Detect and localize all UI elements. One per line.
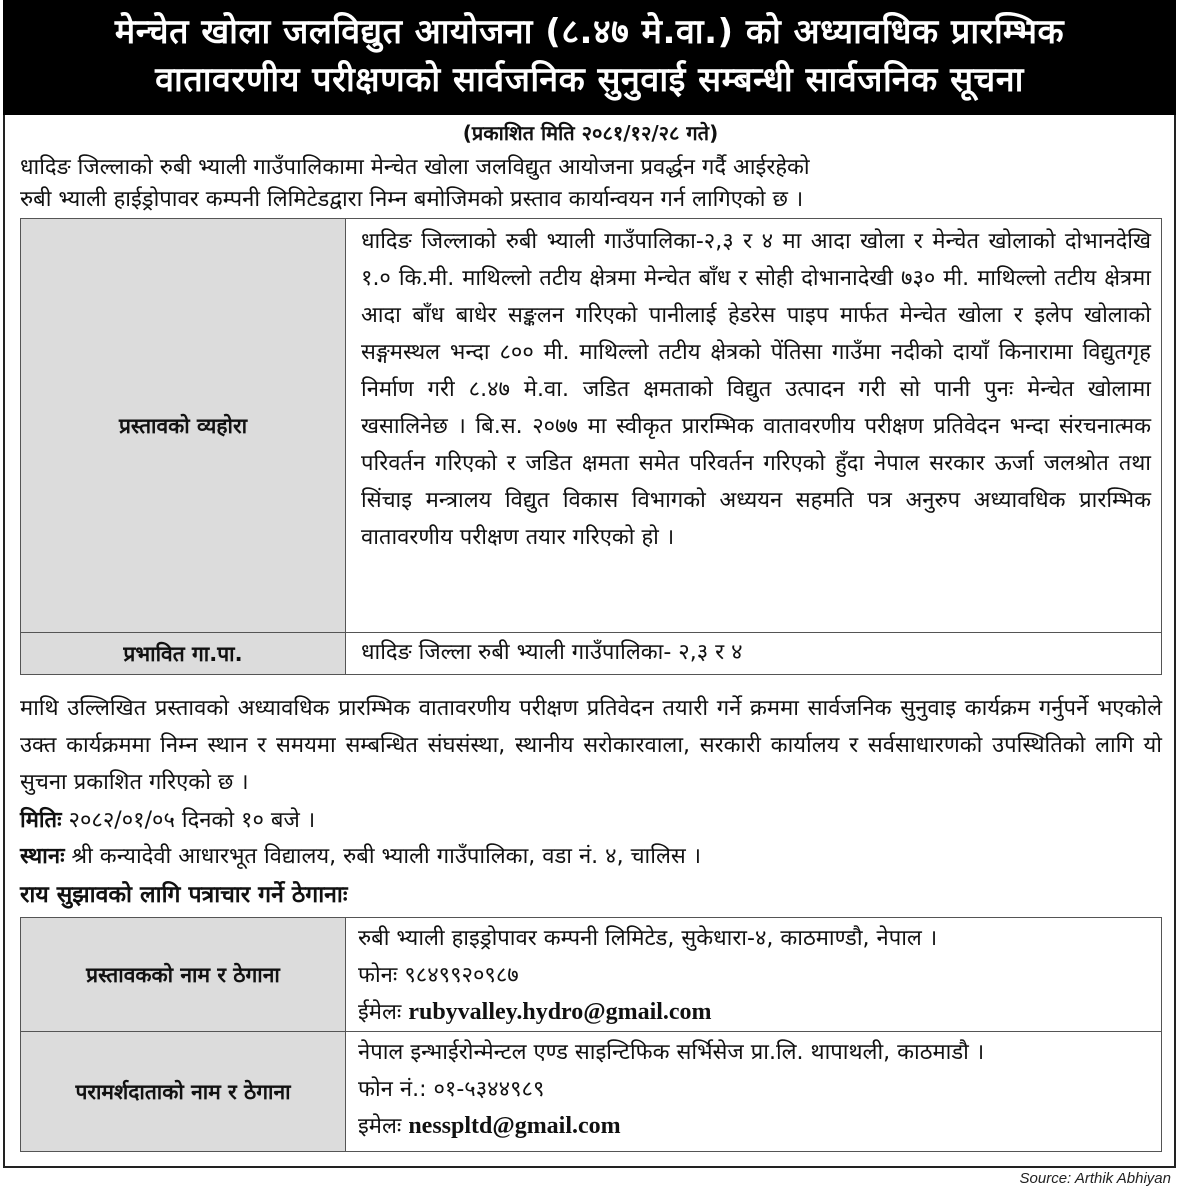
place-value: श्री कन्यादेवी आधारभूत विद्यालय, रुबी भ्याली गाउँपालिका, वडा नं. ४, चालिस ।: [71, 844, 702, 869]
table-row: [21, 1032, 1162, 1152]
notice-paragraph: माथि उल्लिखित प्रस्तावको अध्यावधिक प्रारम्भिक वातावरणीय परीक्षण प्रतिवेदन तयारी गर्ने क्रममा सार्वजनिक सुनुवाइ कार्यक्रम गर्नुपर्ने भएकोले उक्त कार्यक्रममा निम्न स्थान र समयमा सम्बन्धित संघसंस्था, स्थानीय सरोकारवाला, सरकारी कार्यालय र सर्वसाधारणको उपस्थितिको लागि यो सुचना प्रकाशित गरिएको छ ।: [20, 696, 1162, 795]
consultant-details: [346, 1032, 1162, 1152]
intro-paragraph: [20, 152, 1160, 216]
notice-title: [3, 0, 1176, 115]
proponent-email-label: ईमेलः: [358, 1000, 402, 1025]
contact-heading: राय सुझावको लागि पत्राचार गर्ने ठेगानाः: [20, 882, 348, 908]
date-value: २०८२/०१/०५ दिनको १० बजे ।: [68, 808, 316, 833]
proponent-label: प्रस्तावकको नाम र ठेगाना: [21, 918, 346, 1032]
proponent-address: रुबी भ्याली हाइड्रोपावर कम्पनी लिमिटेड, सुकेधारा-४, काठमाण्डौ, नेपाल ।: [358, 926, 938, 951]
contact-table: [20, 917, 1162, 1152]
consultant-label: परामर्शदाताको नाम र ठेगाना: [21, 1032, 346, 1152]
published-date: (प्रकाशित मिति २०८१/१२/२८ गते): [462, 121, 719, 145]
hearing-date: [20, 804, 1162, 838]
consultant-phone-label: फोन नं.:: [358, 1077, 427, 1102]
consultant-address: नेपाल इन्भाईरोन्मेन्टल एण्ड साइन्टिफिक सर्भिसेज प्रा.लि. थापाथली, काठमाडौ ।: [358, 1040, 985, 1065]
proponent-email-value[interactable]: rubyvalley.hydro@gmail.com: [408, 999, 712, 1025]
proposal-table: [20, 218, 1162, 675]
table-row: [21, 918, 1162, 1032]
title-line-2: वातावरणीय परीक्षणको सार्वजनिक सुनुवाई सम्बन्धी सार्वजनिक सूचना: [155, 60, 1024, 100]
proponent-phone-value: ९८४९९२०९८७: [404, 963, 519, 988]
intro-line-1: धादिङ जिल्लाको रुबी भ्याली गाउँपालिकामा मेन्चेत खोला जलविद्युत आयोजना प्रवर्द्धन गर्दै आईरहेको: [20, 155, 810, 180]
consultant-email: [358, 1108, 1151, 1145]
consultant-email-value[interactable]: nesspltd@gmail.com: [408, 1113, 621, 1139]
proposal-label: प्रस्तावको व्यहोरा: [21, 219, 346, 633]
proponent-details: [346, 918, 1162, 1032]
place-label: स्थानः: [20, 844, 65, 869]
hearing-place: [20, 840, 1162, 874]
consultant-phone: [358, 1071, 1151, 1108]
proponent-email: [358, 994, 1151, 1031]
source-credit: Source: Arthik Abhiyan: [1019, 1170, 1171, 1187]
title-line-1: मेन्चेत खोला जलविद्युत आयोजना (८.४७ मे.वा.) को अध्यावधिक प्रारम्भिक: [114, 12, 1065, 52]
table-row: [21, 633, 1162, 675]
date-label: मितिः: [20, 808, 62, 833]
proponent-phone: [358, 957, 1151, 994]
affected-municipality-label: प्रभावित गा.पा.: [21, 633, 346, 675]
intro-line-2: रुबी भ्याली हाईड्रोपावर कम्पनी लिमिटेडद्वारा निम्न बमोजिमको प्रस्ताव कार्यान्वयन गर्न लागिएको छ ।: [20, 187, 804, 212]
affected-municipality-value: धादिङ जिल्ला रुबी भ्याली गाउँपालिका- २,३ र ४: [346, 633, 1162, 675]
proponent-phone-label: फोनः: [358, 963, 398, 988]
proposal-description: धादिङ जिल्लाको रुबी भ्याली गाउँपालिका-२,३ र ४ मा आदा खोला र मेन्चेत खोलाको दोभानदेखि १.० कि.मी. माथिल्लो तटीय क्षेत्रमा मेन्चेत बाँध र सोही दोभानादेखी ७३० मी. माथिल्लो तटीय क्षेत्रमा आदा बाँध बाधेर सङ्कलन गरिएको पानीलाई हेडरेस पाइप मार्फत मेन्चेत खोला र इलेप खोलाको सङ्गमस्थल भन्दा ८०० मी. माथिल्लो तटीय क्षेत्रको पेंतिसा गाउँमा नदीको दायाँ किनारामा विद्युतगृह निर्माण गरी ८.४७ मे.वा. जडित क्षमताको विद्युत उत्पादन गरी सो पानी पुनः मेन्चेत खोलामा खसालिनेछ । बि.स. २०७७ मा स्वीकृत प्रारम्भिक वातावरणीय परीक्षण प्रतिवेदन भन्दा संरचनात्मक परिवर्तन गरिएको र जडित क्षमता समेत परिवर्तन गरिएको हुँदा नेपाल सरकार ऊर्जा जलश्रोत तथा सिंचाइ मन्त्रालय विद्युत विकास विभागको अध्ययन सहमति पत्र अनुरुप अध्यावधिक प्रारम्भिक वातावरणीय परीक्षण तयार गरिएको हो ।: [346, 219, 1162, 633]
table-row: [21, 219, 1162, 633]
consultant-email-label: इमेलः: [358, 1114, 402, 1139]
consultant-phone-value: ०१-५३४४९८९: [433, 1077, 545, 1102]
